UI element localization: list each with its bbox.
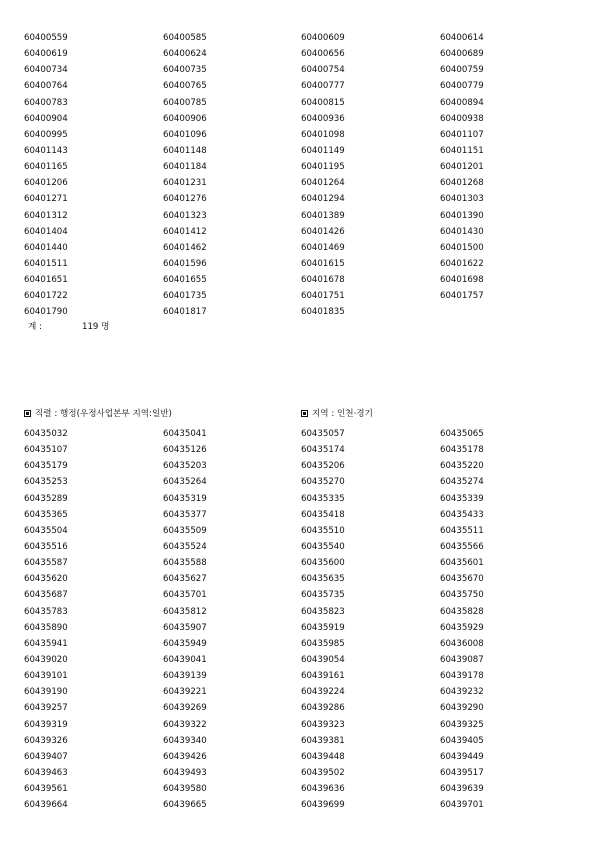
candidate-number: 60400904 <box>24 113 68 124</box>
number-row <box>24 191 584 207</box>
candidate-number: 60439561 <box>24 784 68 795</box>
candidate-number: 60439161 <box>301 671 345 682</box>
candidate-number: 60439381 <box>301 735 345 746</box>
candidate-number: 60400689 <box>440 49 484 60</box>
candidate-number: 60435524 <box>163 541 207 552</box>
candidate-number: 60435178 <box>440 445 484 456</box>
candidate-number: 60400777 <box>301 81 345 92</box>
candidate-number: 60401651 <box>24 275 68 286</box>
candidate-number: 60400783 <box>24 97 68 108</box>
number-row <box>24 240 584 256</box>
number-row <box>24 272 584 288</box>
square-bullet-icon <box>24 410 31 417</box>
candidate-number: 60435433 <box>440 509 484 520</box>
candidate-number: 60401271 <box>24 194 68 205</box>
candidate-number: 60400624 <box>163 49 207 60</box>
candidate-number: 60435174 <box>301 445 345 456</box>
candidate-number: 60439054 <box>301 654 345 665</box>
candidate-number: 60401426 <box>301 226 345 237</box>
candidate-number: 60401751 <box>301 291 345 302</box>
candidate-number: 60436008 <box>440 638 484 649</box>
candidate-number: 60401107 <box>440 129 484 140</box>
candidate-number: 60400585 <box>163 33 207 43</box>
candidate-number: 60401735 <box>163 291 207 302</box>
number-row <box>24 175 584 191</box>
candidate-number: 60435511 <box>440 525 484 536</box>
candidate-number: 60401389 <box>301 210 345 221</box>
number-row <box>24 765 584 781</box>
number-row <box>24 684 584 700</box>
square-bullet-icon <box>301 410 308 417</box>
candidate-number: 60439221 <box>163 687 207 698</box>
candidate-number: 60400734 <box>24 65 68 76</box>
candidate-number: 60439664 <box>24 800 68 811</box>
region-label: 지역 : 인천·경기 <box>312 409 373 419</box>
candidate-number: 60439190 <box>24 687 68 698</box>
candidate-number: 60439639 <box>440 784 484 795</box>
candidate-number: 60435812 <box>163 606 207 617</box>
number-row <box>24 426 584 442</box>
candidate-number: 60435949 <box>163 638 207 649</box>
candidate-number: 60401469 <box>301 242 345 253</box>
number-row <box>24 78 584 94</box>
candidate-number: 60439405 <box>440 735 484 746</box>
candidate-number: 60439224 <box>301 687 345 698</box>
number-row <box>24 507 584 523</box>
candidate-number: 60401151 <box>440 145 484 156</box>
number-row <box>24 555 584 571</box>
candidate-number: 60400995 <box>24 129 68 140</box>
number-row <box>24 571 584 587</box>
candidate-number: 60435319 <box>163 493 207 504</box>
job-category-header <box>24 406 172 422</box>
candidate-number: 60439701 <box>440 800 484 811</box>
candidate-number: 60401678 <box>301 275 345 286</box>
candidate-number: 60435587 <box>24 558 68 569</box>
candidate-number: 60435206 <box>301 461 345 472</box>
candidate-number: 60400609 <box>301 33 345 43</box>
candidate-number: 60435601 <box>440 558 484 569</box>
number-row <box>24 458 584 474</box>
candidate-number: 60439041 <box>163 654 207 665</box>
candidate-number: 60435126 <box>163 445 207 456</box>
candidate-number: 60435588 <box>163 558 207 569</box>
candidate-number: 60401312 <box>24 210 68 221</box>
region-header <box>301 406 373 422</box>
number-row <box>24 717 584 733</box>
candidate-number: 60435516 <box>24 541 68 552</box>
number-row <box>24 491 584 507</box>
candidate-number: 60439493 <box>163 767 207 778</box>
candidate-number: 60435339 <box>440 493 484 504</box>
candidate-number: 60401149 <box>301 145 345 156</box>
candidate-number: 60401148 <box>163 145 207 156</box>
candidate-number: 60439269 <box>163 703 207 714</box>
candidate-number: 60401390 <box>440 210 484 221</box>
candidate-number: 60401430 <box>440 226 484 237</box>
candidate-number: 60401206 <box>24 178 68 189</box>
candidate-number: 60435377 <box>163 509 207 520</box>
number-row <box>24 523 584 539</box>
candidate-number: 60439323 <box>301 719 345 730</box>
candidate-number: 60401511 <box>24 258 68 269</box>
candidate-number: 60439463 <box>24 767 68 778</box>
candidate-number: 60400614 <box>440 33 484 43</box>
candidate-number: 60435274 <box>440 477 484 488</box>
candidate-number: 60439319 <box>24 719 68 730</box>
candidate-number: 60400894 <box>440 97 484 108</box>
candidate-number: 60435566 <box>440 541 484 552</box>
candidate-number: 60439020 <box>24 654 68 665</box>
candidate-number: 60435687 <box>24 590 68 601</box>
candidate-number: 60401500 <box>440 242 484 253</box>
number-row <box>24 288 584 304</box>
candidate-number: 60401303 <box>440 194 484 205</box>
number-row <box>24 652 584 668</box>
candidate-number: 60401757 <box>440 291 484 302</box>
candidate-number: 60435179 <box>24 461 68 472</box>
number-row <box>24 159 584 175</box>
candidate-number: 60439322 <box>163 719 207 730</box>
candidate-number: 60439449 <box>440 751 484 762</box>
candidate-number: 60401264 <box>301 178 345 189</box>
candidate-number: 60435919 <box>301 622 345 633</box>
candidate-number: 60435929 <box>440 622 484 633</box>
candidate-number: 60400735 <box>163 65 207 76</box>
candidate-number: 60401231 <box>163 178 207 189</box>
candidate-number: 60435510 <box>301 525 345 536</box>
candidate-number: 60401596 <box>163 258 207 269</box>
candidate-number: 60439636 <box>301 784 345 795</box>
number-row <box>24 604 584 620</box>
candidate-number: 60435203 <box>163 461 207 472</box>
candidate-number: 60435620 <box>24 574 68 585</box>
candidate-number: 60400619 <box>24 49 68 60</box>
candidate-number: 60439699 <box>301 800 345 811</box>
number-row <box>24 143 584 159</box>
candidate-number: 60401835 <box>301 307 345 318</box>
candidate-number: 60401098 <box>301 129 345 140</box>
number-row <box>24 668 584 684</box>
number-row <box>24 95 584 111</box>
number-row <box>24 224 584 240</box>
candidate-number: 60435289 <box>24 493 68 504</box>
candidate-number: 60401722 <box>24 291 68 302</box>
number-row <box>24 442 584 458</box>
candidate-number: 60401323 <box>163 210 207 221</box>
candidate-number: 60435890 <box>24 622 68 633</box>
candidate-number: 60435270 <box>301 477 345 488</box>
candidate-number: 60400815 <box>301 97 345 108</box>
candidate-number: 60435823 <box>301 606 345 617</box>
candidate-number: 60439139 <box>163 671 207 682</box>
candidate-number: 60435907 <box>163 622 207 633</box>
candidate-number: 60439087 <box>440 654 484 665</box>
candidate-number: 60435220 <box>440 461 484 472</box>
candidate-number: 60435509 <box>163 525 207 536</box>
candidate-number: 60435783 <box>24 606 68 617</box>
number-row <box>24 733 584 749</box>
candidate-number: 60435032 <box>24 429 68 439</box>
number-row <box>24 797 584 813</box>
candidate-number: 60435065 <box>440 429 484 439</box>
number-row <box>24 111 584 127</box>
candidate-number: 60401698 <box>440 275 484 286</box>
candidate-number: 60435670 <box>440 574 484 585</box>
candidate-number: 60401404 <box>24 226 68 237</box>
candidate-number: 60435701 <box>163 590 207 601</box>
candidate-number: 60439502 <box>301 767 345 778</box>
candidate-number: 60435627 <box>163 574 207 585</box>
candidate-number: 60435941 <box>24 638 68 649</box>
candidate-number: 60435041 <box>163 429 207 439</box>
candidate-number: 60435985 <box>301 638 345 649</box>
candidate-number: 60401165 <box>24 162 68 173</box>
candidate-number: 60400785 <box>163 97 207 108</box>
number-row <box>24 30 584 46</box>
number-row <box>24 256 584 272</box>
number-row <box>24 474 584 490</box>
candidate-number: 60400906 <box>163 113 207 124</box>
candidate-number: 60401412 <box>163 226 207 237</box>
candidate-number: 60435253 <box>24 477 68 488</box>
candidate-number: 60435365 <box>24 509 68 520</box>
total-count: 119 명 <box>82 322 110 332</box>
candidate-number: 60401440 <box>24 242 68 253</box>
number-row <box>24 539 584 555</box>
candidate-number: 60439178 <box>440 671 484 682</box>
candidate-number: 60439325 <box>440 719 484 730</box>
candidate-number: 60401184 <box>163 162 207 173</box>
candidate-number: 60400765 <box>163 81 207 92</box>
candidate-number: 60401096 <box>163 129 207 140</box>
candidate-number: 60439257 <box>24 703 68 714</box>
number-row <box>24 62 584 78</box>
candidate-number: 60435828 <box>440 606 484 617</box>
candidate-number: 60400759 <box>440 65 484 76</box>
candidate-number: 60439101 <box>24 671 68 682</box>
number-row <box>24 781 584 797</box>
bottom-number-grid <box>24 426 584 813</box>
candidate-number: 60439326 <box>24 735 68 746</box>
candidate-number: 60401817 <box>163 307 207 318</box>
candidate-number: 60401276 <box>163 194 207 205</box>
job-category-label: 직렬 : 행정(우정사업본부 지역:일반) <box>35 409 172 419</box>
candidate-number: 60400559 <box>24 33 68 43</box>
candidate-number: 60401268 <box>440 178 484 189</box>
top-number-grid <box>24 30 584 321</box>
candidate-number: 60400936 <box>301 113 345 124</box>
number-row <box>24 46 584 62</box>
candidate-number: 60435600 <box>301 558 345 569</box>
candidate-number: 60401195 <box>301 162 345 173</box>
candidate-number: 60435057 <box>301 429 345 439</box>
candidate-number: 60400764 <box>24 81 68 92</box>
candidate-number: 60439340 <box>163 735 207 746</box>
candidate-number: 60439407 <box>24 751 68 762</box>
candidate-number: 60435540 <box>301 541 345 552</box>
number-row <box>24 587 584 603</box>
number-row <box>24 620 584 636</box>
candidate-number: 60439286 <box>301 703 345 714</box>
number-row <box>24 636 584 652</box>
candidate-number: 60439517 <box>440 767 484 778</box>
candidate-number: 60401615 <box>301 258 345 269</box>
candidate-number: 60401201 <box>440 162 484 173</box>
candidate-number: 60401790 <box>24 307 68 318</box>
candidate-number: 60401294 <box>301 194 345 205</box>
number-row <box>24 749 584 765</box>
candidate-number: 60435750 <box>440 590 484 601</box>
candidate-number: 60439232 <box>440 687 484 698</box>
candidate-number: 60435635 <box>301 574 345 585</box>
candidate-number: 60435418 <box>301 509 345 520</box>
total-label: 계 : <box>28 322 42 332</box>
candidate-number: 60400656 <box>301 49 345 60</box>
candidate-number: 60439448 <box>301 751 345 762</box>
candidate-number: 60401655 <box>163 275 207 286</box>
candidate-number: 60435504 <box>24 525 68 536</box>
candidate-number: 60435335 <box>301 493 345 504</box>
number-row <box>24 127 584 143</box>
candidate-number: 60439426 <box>163 751 207 762</box>
candidate-number: 60400938 <box>440 113 484 124</box>
number-row <box>24 700 584 716</box>
number-row <box>24 208 584 224</box>
candidate-number: 60435264 <box>163 477 207 488</box>
candidate-number: 60401462 <box>163 242 207 253</box>
candidate-number: 60400779 <box>440 81 484 92</box>
candidate-number: 60401143 <box>24 145 68 156</box>
candidate-number: 60439290 <box>440 703 484 714</box>
candidate-number: 60435107 <box>24 445 68 456</box>
candidate-number: 60439665 <box>163 800 207 811</box>
candidate-number: 60401622 <box>440 258 484 269</box>
candidate-number: 60435735 <box>301 590 345 601</box>
candidate-number: 60400754 <box>301 65 345 76</box>
candidate-number: 60439580 <box>163 784 207 795</box>
